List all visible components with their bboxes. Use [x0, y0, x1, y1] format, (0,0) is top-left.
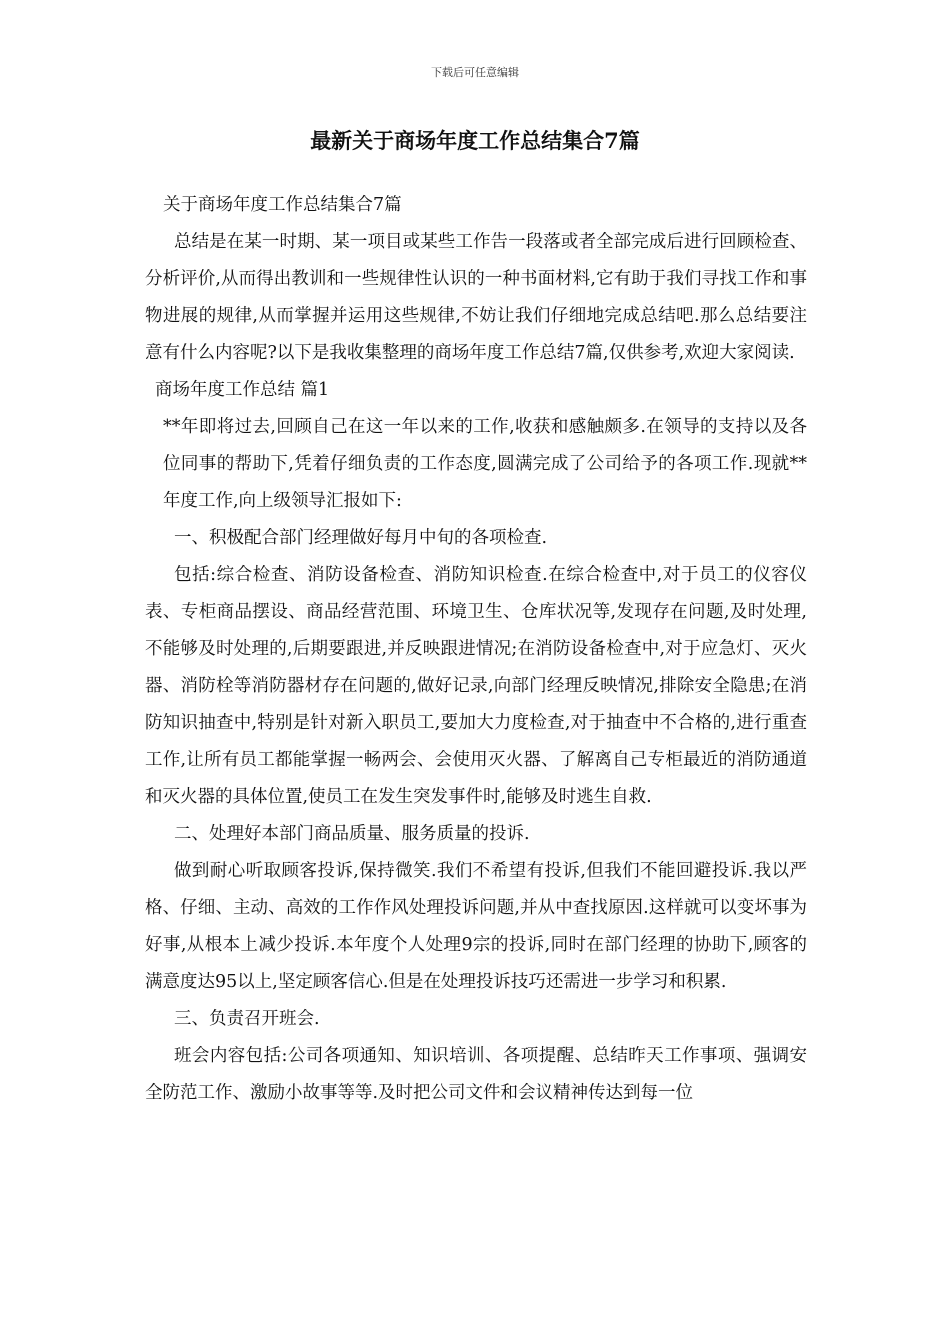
document-body [145, 187, 807, 1112]
header-note: 下载后可任意编辑 [431, 66, 519, 79]
body-paragraph: 班会内容包括:公司各项通知、知识培训、各项提醒、总结昨天工作事项、强调安全防范工作、激励小故事等等.及时把公司文件和会议精神传达到每一位 [145, 1046, 807, 1103]
body-paragraph: 做到耐心听取顾客投诉,保持微笑.我们不希望有投诉,但我们不能回避投诉.我以严格、仔细、主动、高效的工作作风处理投诉问题,并从中查找原因.这样就可以变坏事为好事,从根本上减少投诉.本年度个人处理9宗的投诉,同时在部门经理的协助下,顾客的满意度达95以上,坚定顾客信心.但是在处理投诉技巧还需进一步学习和积累. [145, 861, 807, 992]
subsection-heading: 一、积极配合部门经理做好每月中旬的各项检查. [174, 528, 548, 548]
intro-paragraph: 总结是在某一时期、某一项目或某些工作告一段落或者全部完成后进行回顾检查、分析评价,从而得出教训和一些规律性认识的一种书面材料,它有助于我们寻找工作和事物进展的规律,从而掌握并运用这些规律,不妨让我们仔细地完成总结吧.那么总结要注意有什么内容呢?以下是我收集整理的商场年度工作总结7篇,仅供参考,欢迎大家阅读. [145, 232, 807, 363]
section-heading: 商场年度工作总结 篇1 [155, 380, 330, 400]
subsection-heading: 三、负责召开班会. [174, 1009, 320, 1029]
subsection-heading: 二、处理好本部门商品质量、服务质量的投诉. [174, 824, 530, 844]
body-paragraph: **年即将过去,回顾自己在这一年以来的工作,收获和感触颇多.在领导的支持以及各位同事的帮助下,凭着仔细负责的工作态度,圆满完成了公司给予的各项工作.现就**年度工作,向上级领导汇报如下: [163, 417, 807, 511]
document-title: 最新关于商场年度工作总结集合7篇 [310, 128, 640, 153]
body-paragraph: 包括:综合检查、消防设备检查、消防知识检查.在综合检查中,对于员工的仪容仪表、专柜商品摆设、商品经营范围、环境卫生、仓库状况等,发现存在问题,及时处理,不能够及时处理的,后期要跟进,并反映跟进情况;在消防设备检查中,对于应急灯、灭火器、消防栓等消防器材存在问题的,做好记录,向部门经理反映情况,排除安全隐患;在消防知识抽查中,特别是针对新入职员工,要加大力度检查,对于抽查中不合格的,进行重查工作,让所有员工都能掌握一畅两会、会使用灭火器、了解离自己专柜最近的消防通道和灭火器的具体位置,使员工在发生突发事件时,能够及时逃生自救. [145, 565, 807, 807]
intro-heading: 关于商场年度工作总结集合7篇 [163, 195, 402, 215]
